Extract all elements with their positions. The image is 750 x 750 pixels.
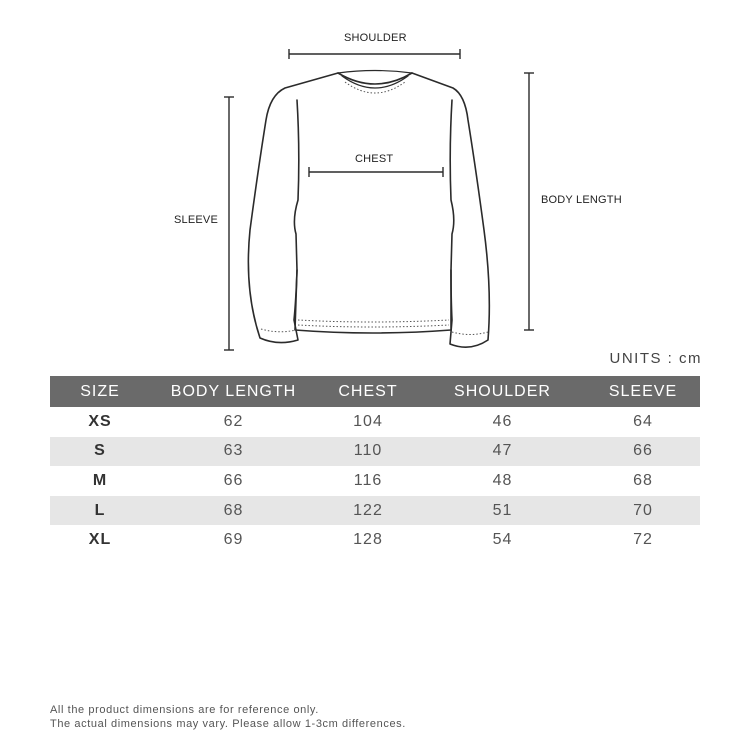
- body-length-cell: 62: [223, 412, 244, 430]
- sweater-illustration: [0, 0, 750, 360]
- chest-cell: 128: [353, 531, 383, 549]
- size-cell: S: [50, 437, 150, 467]
- header-sleeve: SLEEVE: [586, 376, 700, 407]
- shoulder-cell: 54: [492, 531, 513, 549]
- shoulder-cell: 48: [492, 471, 513, 489]
- table-row: [50, 437, 700, 467]
- shoulder-cell: 46: [492, 412, 513, 430]
- body-length-cell: 66: [223, 471, 244, 489]
- header-body-length: BODY LENGTH: [150, 376, 317, 407]
- chest-cell: 110: [317, 437, 419, 467]
- sweater-collar: [338, 73, 412, 84]
- units-label: UNITS : cm: [609, 350, 702, 367]
- sleeve-cell: 64: [633, 412, 653, 430]
- size-cell: M: [92, 471, 108, 489]
- table-row: [50, 496, 700, 526]
- sleeve-label: SLEEVE: [174, 214, 219, 226]
- body-length-cell: 68: [150, 496, 317, 526]
- garment-diagram: [0, 0, 750, 360]
- shoulder-cell: 47: [419, 437, 586, 467]
- shoulder-label: SHOULDER: [344, 32, 407, 44]
- body-length-cell: 69: [223, 531, 244, 549]
- sweater-hem: [295, 270, 451, 333]
- sleeve-cell: 70: [586, 496, 700, 526]
- chest-label: CHEST: [355, 153, 394, 165]
- sleeve-cell: 68: [633, 471, 653, 489]
- sleeve-cell: 72: [633, 531, 653, 549]
- size-cell: XS: [88, 412, 112, 430]
- footnote-line-1: All the product dimensions are for reference only.: [50, 704, 319, 716]
- body-length-label: BODY LENGTH: [541, 194, 622, 206]
- sweater-outline: [248, 73, 489, 347]
- header-chest: CHEST: [317, 376, 419, 407]
- table-row: [50, 407, 700, 437]
- size-cell: XL: [88, 531, 112, 549]
- chest-cell: 104: [353, 412, 383, 430]
- chest-cell: 122: [317, 496, 419, 526]
- size-chart-table: [50, 376, 700, 555]
- size-cell: L: [50, 496, 150, 526]
- chest-cell: 116: [353, 471, 383, 489]
- footnote: [50, 703, 406, 731]
- sleeve-cell: 66: [586, 437, 700, 467]
- header-size: SIZE: [50, 376, 150, 407]
- table-row: [50, 466, 700, 496]
- table-row: [50, 525, 700, 555]
- shoulder-cell: 51: [419, 496, 586, 526]
- table-header-row: [50, 376, 700, 407]
- footnote-line-2: The actual dimensions may vary. Please allow 1-3cm differences.: [50, 718, 406, 730]
- body-length-cell: 63: [150, 437, 317, 467]
- header-shoulder: SHOULDER: [419, 376, 586, 407]
